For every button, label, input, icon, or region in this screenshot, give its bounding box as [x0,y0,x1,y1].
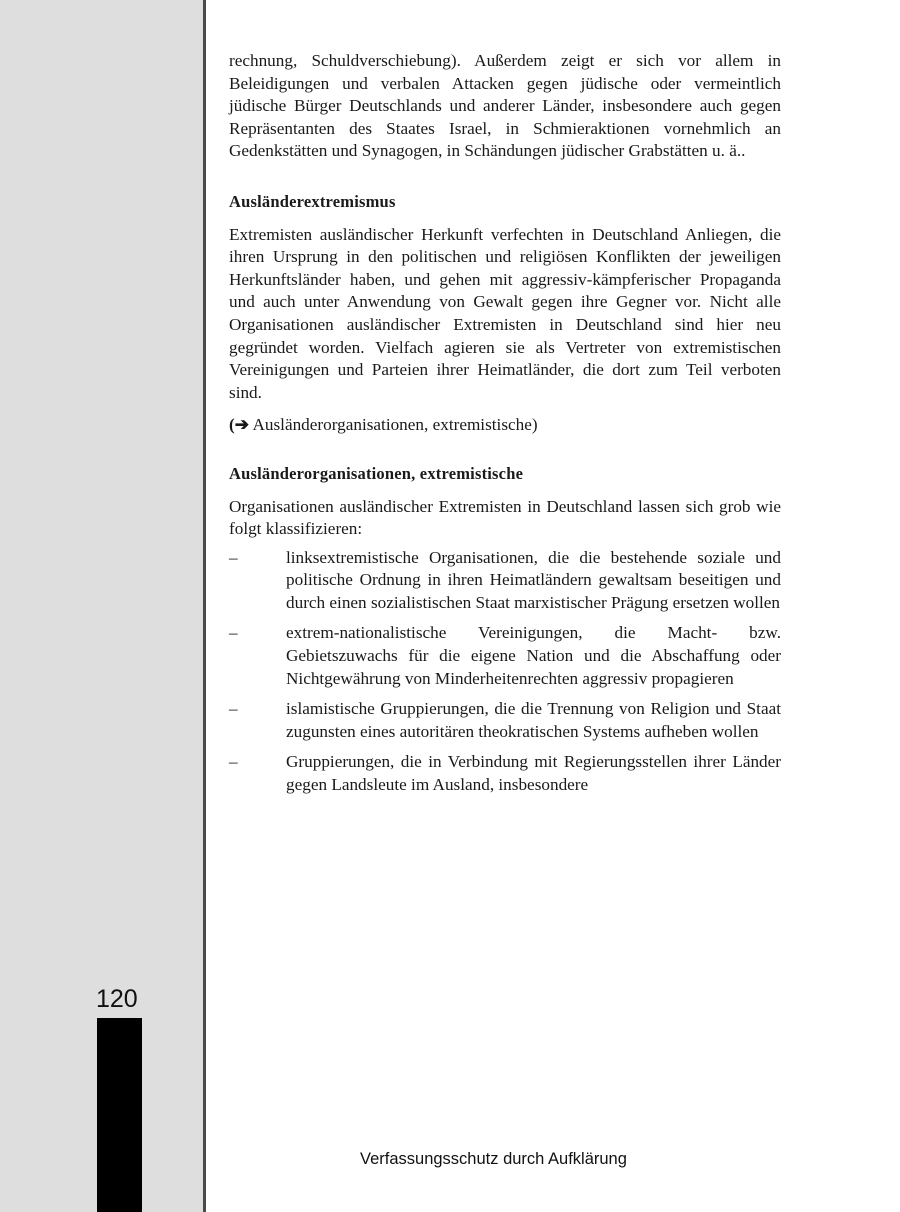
intro-paragraph: rechnung, Schuldverschiebung). Außerdem zeigt er sich vor allem in Beleidigungen und verbalen Attacken gegen jüdische oder vermeintlich jüdische Bürger Deutschlands und anderer Länder, insbesondere auch gegen Repräsentanten des Staates Israel, in Schmieraktionen vornehmlich an Gedenkstätten und Synagogen, in Schändungen jüdischer Grabstätten u. ä.. [229,51,781,161]
dash-bullet: – [229,623,238,643]
section-heading-auslaenderorganisationen: Ausländerorganisationen, extremistische [229,463,524,483]
list-item-text: linksextremistische Organisationen, die die bestehende soziale und politische Ordnung in ihren Heimatländern gewaltsam beseitigen und durch einen sozialistischen Staat marxistischer Prägung ersetzen wollen [286,547,781,612]
page-body [229,50,781,805]
list-item-text: Gruppierungen, die in Verbindung mit Regierungsstellen ihrer Länder gegen Landsleute im Ausland, insbesondere [286,752,781,795]
section-heading-auslaenderextremismus: Ausländerextremismus [229,191,396,211]
dash-bullet: – [229,752,238,772]
margin-divider-line [203,0,206,1212]
list-item [229,698,781,743]
section-paragraph-auslaenderextremismus: Extremisten ausländischer Herkunft verfechten in Deutschland Anliegen, die ihren Ursprung in den politischen und religiösen Konflikten der jeweiligen Herkunftsländer haben, und gehen mit aggressiv-kämpferischer Propaganda und auch unter Anwendung von Gewalt gegen ihre Gegner vor. Nicht alle Organisationen ausländischer Extremisten in Deutschland sind hier neu gegründet worden. Vielfach agieren sie als Vertreter von extremistischen Vereinigungen und Parteien ihrer Heimatländer, die dort zum Teil verboten sind. [229,224,781,402]
list-item [229,751,781,796]
section-paragraph-auslaenderorganisationen: Organisationen ausländischer Extremisten in Deutschland lassen sich grob wie folgt klassifizieren: [229,496,781,539]
page-footer: Verfassungsschutz durch Aufklärung [360,1150,627,1168]
dash-bullet: – [229,547,238,567]
cross-reference [229,414,781,437]
list-item [229,547,781,615]
page-number: 120 [96,985,138,1013]
thumb-index-bar [97,1018,142,1212]
list-item-text: islamistische Gruppierungen, die die Trennung von Religion und Staat zugunsten eines autoritären theokratischen Systems aufheben wollen [286,699,781,741]
dash-bullet: – [229,699,238,719]
list-item-text: extrem-nationalistische Vereinigungen, die Macht- bzw. Gebietszuwachs für die eigene Nation und die Abschaffung oder Nichtgewährung von Minderheitenrechten aggressiv propagieren [286,623,781,688]
list-item [229,622,781,690]
arrow-right-icon: (➔ [229,415,250,435]
cross-reference-text: Ausländerorganisationen, extremistische) [252,415,538,435]
classification-list [229,547,781,797]
